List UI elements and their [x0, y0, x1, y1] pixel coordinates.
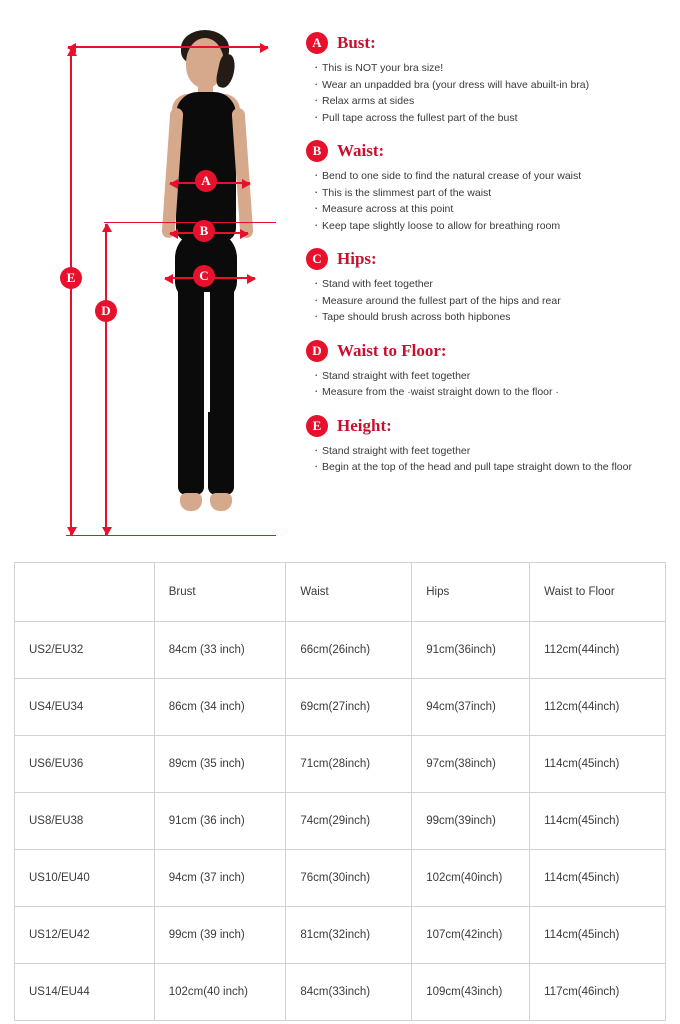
- cell-size: US10/EU40: [15, 850, 155, 907]
- cell-waist-to-floor: 117cm(46inch): [530, 964, 666, 1021]
- badge-d-icon: D: [306, 340, 328, 362]
- list-item: · Measure across at this point: [314, 201, 672, 218]
- cell-waist: 69cm(27inch): [286, 679, 412, 736]
- bullet-list-height: [306, 443, 672, 476]
- table-row: [15, 793, 666, 850]
- marker-e: E: [60, 267, 82, 289]
- instruction-section-hips: [306, 248, 672, 326]
- table-row: [15, 622, 666, 679]
- cell-waist: 66cm(26inch): [286, 622, 412, 679]
- column-header-waist: Waist: [286, 563, 412, 622]
- list-item: · Measure around the fullest part of the hips and rear: [314, 293, 672, 310]
- section-heading: [306, 140, 672, 162]
- waist-guide-line: [104, 222, 276, 223]
- bullet-list-waist-to-floor: [306, 368, 672, 401]
- cell-size: US6/EU36: [15, 736, 155, 793]
- section-heading: [306, 340, 672, 362]
- table-row: [15, 679, 666, 736]
- list-item: · Bend to one side to find the natural crease of your waist: [314, 168, 672, 185]
- cell-waist-to-floor: 114cm(45inch): [530, 850, 666, 907]
- cell-size: US4/EU34: [15, 679, 155, 736]
- cell-hips: 109cm(43inch): [412, 964, 530, 1021]
- list-item: · Keep tape slightly loose to allow for breathing room: [314, 218, 672, 235]
- column-header-waist-to-floor: Waist to Floor: [530, 563, 666, 622]
- cell-brust: 86cm (34 inch): [154, 679, 286, 736]
- instruction-section-waist: [306, 140, 672, 234]
- floor-guide-line: [66, 535, 276, 536]
- cell-waist: 81cm(32inch): [286, 907, 412, 964]
- cell-size: US8/EU38: [15, 793, 155, 850]
- list-item: · Relax arms at sides: [314, 93, 672, 110]
- section-heading: [306, 32, 672, 54]
- list-item: · Stand with feet together: [314, 276, 672, 293]
- cell-hips: 91cm(36inch): [412, 622, 530, 679]
- list-item: · This is NOT your bra size!: [314, 60, 672, 77]
- badge-c-icon: C: [306, 248, 328, 270]
- list-item: · Stand straight with feet together: [314, 368, 672, 385]
- cell-size: US14/EU44: [15, 964, 155, 1021]
- instruction-section-bust: [306, 32, 672, 126]
- column-header-hips: Hips: [412, 563, 530, 622]
- cell-hips: 94cm(37inch): [412, 679, 530, 736]
- section-heading: [306, 415, 672, 437]
- cell-waist-to-floor: 112cm(44inch): [530, 622, 666, 679]
- instruction-section-height: [306, 415, 672, 476]
- list-item: · Begin at the top of the head and pull tape straight down to the floor: [314, 459, 672, 476]
- section-heading: [306, 248, 672, 270]
- instructions-panel: [306, 32, 672, 490]
- list-item: · Wear an unpadded bra (your dress will have abuilt-in bra): [314, 77, 672, 94]
- cell-hips: 102cm(40inch): [412, 850, 530, 907]
- table-row: [15, 736, 666, 793]
- column-header-size: [15, 563, 155, 622]
- cell-brust: 91cm (36 inch): [154, 793, 286, 850]
- badge-e-icon: E: [306, 415, 328, 437]
- cell-brust: 102cm(40 inch): [154, 964, 286, 1021]
- leg-left: [178, 280, 204, 495]
- section-title-waist-to-floor: Waist to Floor:: [337, 340, 447, 360]
- foot-right: [210, 493, 232, 511]
- cell-hips: 107cm(42inch): [412, 907, 530, 964]
- marker-c: C: [193, 265, 215, 287]
- size-chart-table: [14, 562, 666, 1021]
- waist-to-floor-arrow-d: [105, 224, 107, 535]
- instruction-section-waist-to-floor: [306, 340, 672, 401]
- foot-left: [180, 493, 202, 511]
- table-row: [15, 964, 666, 1021]
- section-title-waist: Waist:: [337, 141, 385, 160]
- height-top-guide-arrow: [68, 46, 268, 48]
- column-header-brust: Brust: [154, 563, 286, 622]
- cell-brust: 99cm (39 inch): [154, 907, 286, 964]
- cell-size: US2/EU32: [15, 622, 155, 679]
- badge-b-icon: B: [306, 140, 328, 162]
- cell-waist-to-floor: 114cm(45inch): [530, 736, 666, 793]
- list-item: · Stand straight with feet together: [314, 443, 672, 460]
- cell-waist-to-floor: 114cm(45inch): [530, 907, 666, 964]
- marker-a: A: [195, 170, 217, 192]
- section-title-hips: Hips:: [337, 249, 377, 268]
- cell-brust: 89cm (35 inch): [154, 736, 286, 793]
- bullet-list-bust: [306, 60, 672, 126]
- height-arrow-e: [70, 48, 72, 535]
- cell-size: US12/EU42: [15, 907, 155, 964]
- cell-waist: 74cm(29inch): [286, 793, 412, 850]
- leg-gap: [204, 292, 210, 412]
- cell-waist: 71cm(28inch): [286, 736, 412, 793]
- cell-brust: 94cm (37 inch): [154, 850, 286, 907]
- list-item: · Tape should brush across both hipbones: [314, 309, 672, 326]
- leg-right: [208, 280, 234, 495]
- marker-b: B: [193, 220, 215, 242]
- cell-brust: 84cm (33 inch): [154, 622, 286, 679]
- badge-a-icon: A: [306, 32, 328, 54]
- bullet-list-hips: [306, 276, 672, 326]
- table-row: [15, 850, 666, 907]
- cell-hips: 97cm(38inch): [412, 736, 530, 793]
- cell-waist-to-floor: 112cm(44inch): [530, 679, 666, 736]
- table-header-row: [15, 563, 666, 622]
- cell-waist: 76cm(30inch): [286, 850, 412, 907]
- cell-waist-to-floor: 114cm(45inch): [530, 793, 666, 850]
- list-item: · Measure from the ·waist straight down to the floor ·: [314, 384, 672, 401]
- model-figure: [0, 0, 300, 555]
- section-title-height: Height:: [337, 415, 392, 435]
- bullet-list-waist: [306, 168, 672, 234]
- size-chart-table-wrapper: [14, 562, 666, 1021]
- list-item: · This is the slimmest part of the waist: [314, 185, 672, 202]
- cell-waist: 84cm(33inch): [286, 964, 412, 1021]
- section-title-bust: Bust:: [337, 33, 376, 52]
- marker-d: D: [95, 300, 117, 322]
- list-item: · Pull tape across the fullest part of the bust: [314, 110, 672, 127]
- cell-hips: 99cm(39inch): [412, 793, 530, 850]
- table-row: [15, 907, 666, 964]
